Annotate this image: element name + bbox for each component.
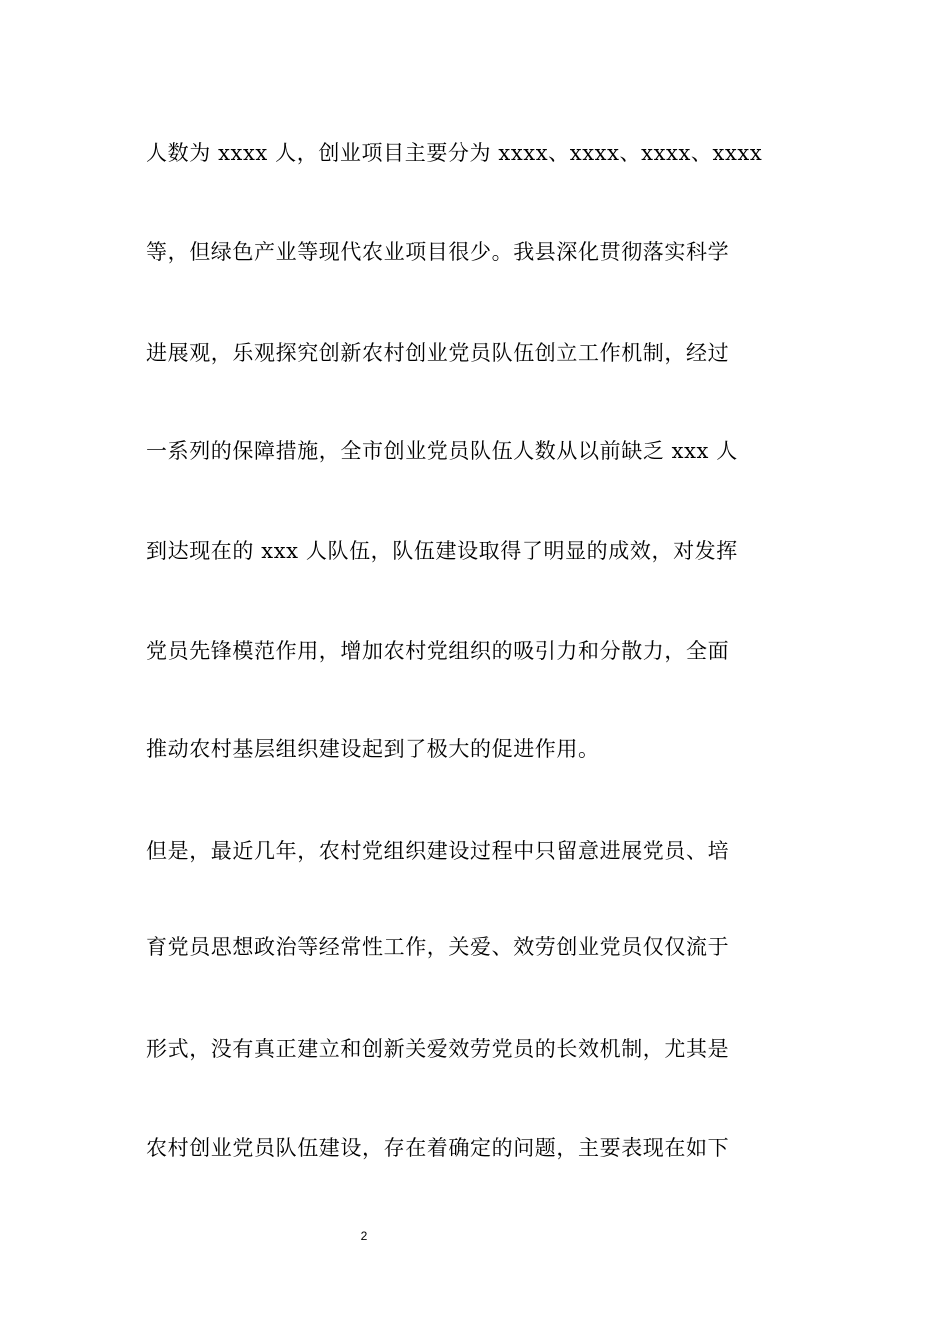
text-line: 一系列的保障措施，全市创业党员队伍人数从以前缺乏 xxx 人 [146,439,738,463]
text-line: 等，但绿色产业等现代农业项目很少。我县深化贯彻落实科学 [146,240,730,264]
text-line: 进展观，乐观探究创新农村创业党员队伍创立工作机制，经过 [146,341,730,365]
text-line: 党员先锋模范作用，增加农村党组织的吸引力和分散力，全面 [146,639,730,663]
text-line: 到达现在的 xxx 人队伍，队伍建设取得了明显的成效，对发挥 [146,539,738,563]
text-line: 推动农村基层组织建设起到了极大的促进作用。 [146,737,600,761]
text-line: 农村创业党员队伍建设，存在着确定的问题，主要表现在如下 [146,1136,730,1160]
text-line: 形式，没有真正建立和创新关爱效劳党员的长效机制，尤其是 [146,1037,730,1061]
page-number: 2 [360,1229,368,1243]
text-line: 育党员思想政治等经常性工作，关爱、效劳创业党员仅仅流于 [146,935,730,959]
text-line: 但是，最近几年，农村党组织建设过程中只留意进展党员、培 [146,839,730,863]
text-line: 人数为 xxxx 人，创业项目主要分为 xxxx、xxxx、xxxx、xxxx [146,141,763,165]
